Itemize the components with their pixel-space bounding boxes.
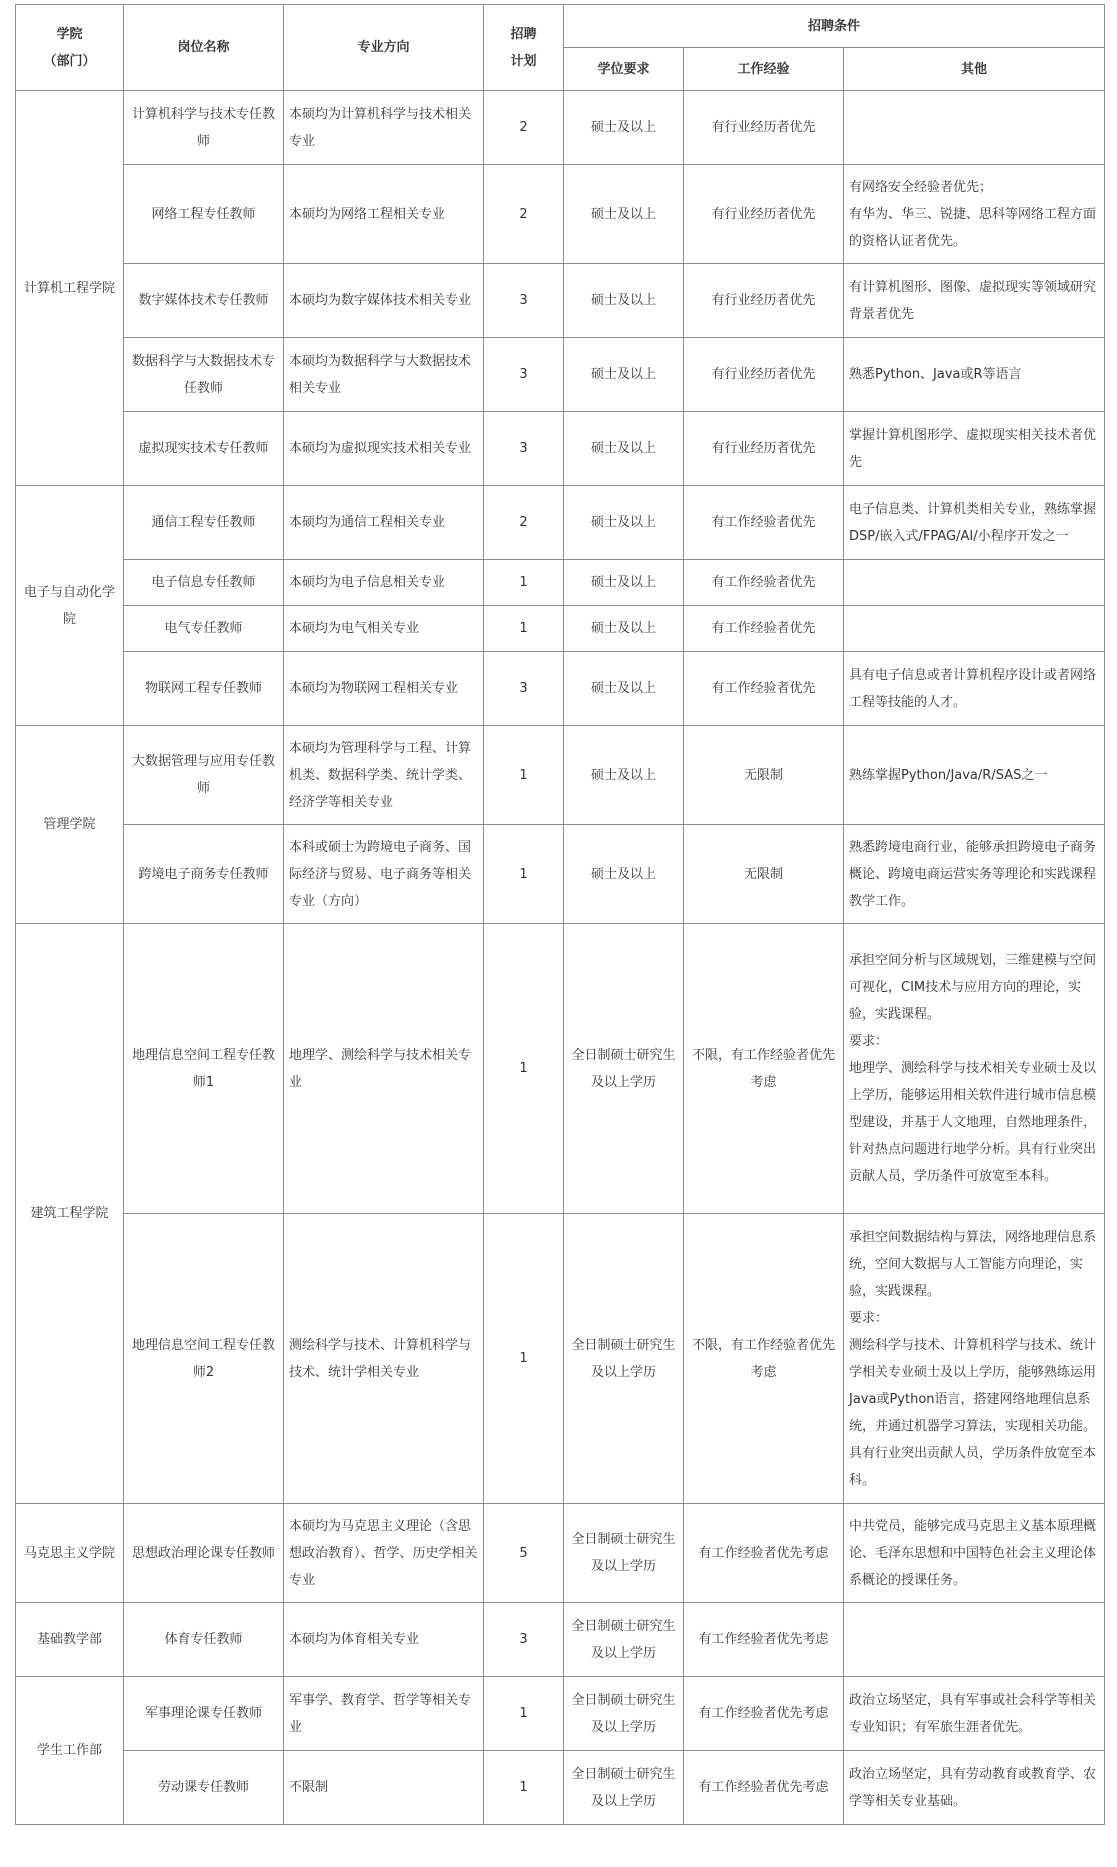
- experience-cell: 有工作经验者优先考虑: [684, 1504, 844, 1603]
- major-cell: 本硕均为数字媒体技术相关专业: [284, 264, 484, 338]
- table-row: [16, 412, 1105, 486]
- table-row: [16, 486, 1105, 560]
- major-cell: 本硕均为体育相关专业: [284, 1603, 484, 1677]
- major-cell: 不限制: [284, 1751, 484, 1825]
- college-cell: 基础教学部: [16, 1603, 124, 1677]
- table-row: [16, 1603, 1105, 1677]
- major-cell: 本硕均为网络工程相关专业: [284, 165, 484, 264]
- college-cell: 建筑工程学院: [16, 924, 124, 1504]
- degree-cell: 硕士及以上: [564, 560, 684, 606]
- recruitment-table-container: [15, 4, 1104, 1825]
- table-row: [16, 825, 1105, 924]
- degree-cell: 全日制硕士研究生及以上学历: [564, 1677, 684, 1751]
- major-cell: 本硕均为电气相关专业: [284, 606, 484, 652]
- position-cell: 数字媒体技术专任教师: [124, 264, 284, 338]
- table-row: [16, 165, 1105, 264]
- other-cell: 熟悉跨境电商行业，能够承担跨境电子商务概论、跨境电商运营实务等理论和实践课程教学工作。: [844, 825, 1105, 924]
- position-cell: 虚拟现实技术专任教师: [124, 412, 284, 486]
- position-cell: 物联网工程专任教师: [124, 652, 284, 726]
- degree-cell: 硕士及以上: [564, 412, 684, 486]
- college-cell: 管理学院: [16, 726, 124, 924]
- other-cell: 政治立场坚定，具有军事或社会科学等相关专业知识；有军旅生涯者优先。: [844, 1677, 1105, 1751]
- position-cell: 网络工程专任教师: [124, 165, 284, 264]
- plan-cell: 1: [484, 1214, 564, 1504]
- major-cell: 本硕均为管理科学与工程、计算机类、数据科学类、统计学类、经济学等相关专业: [284, 726, 484, 825]
- other-cell: [844, 1603, 1105, 1677]
- major-cell: 本硕均为物联网工程相关专业: [284, 652, 484, 726]
- degree-cell: 硕士及以上: [564, 338, 684, 412]
- experience-cell: 无限制: [684, 726, 844, 825]
- other-cell: 承担空间分析与区域规划，三维建模与空间可视化，CIM技术与应用方向的理论，实验，实践课程。 要求： 地理学、测绘科学与技术相关专业硕士及以上学历，能够运用相关软件进行城市信息模型建设，并基于人文地理，自然地理条件，针对热点问题进行地学分析。具有行业突出贡献人员，学历条件可放宽至本科。: [844, 924, 1105, 1214]
- degree-cell: 全日制硕士研究生及以上学历: [564, 924, 684, 1214]
- major-cell: 本科或硕士为跨境电子商务、国际经济与贸易、电子商务等相关专业（方向）: [284, 825, 484, 924]
- other-cell: [844, 606, 1105, 652]
- table-row: [16, 606, 1105, 652]
- position-cell: 跨境电子商务专任教师: [124, 825, 284, 924]
- other-cell: 掌握计算机图形学、虚拟现实相关技术者优先: [844, 412, 1105, 486]
- other-cell: 具有电子信息或者计算机程序设计或者网络工程等技能的人才。: [844, 652, 1105, 726]
- position-cell: 计算机科学与技术专任教师: [124, 91, 284, 165]
- table-row: [16, 264, 1105, 338]
- degree-cell: 硕士及以上: [564, 825, 684, 924]
- table-row: [16, 726, 1105, 825]
- major-cell: 本硕均为电子信息相关专业: [284, 560, 484, 606]
- major-cell: 地理学、测绘科学与技术相关专业: [284, 924, 484, 1214]
- major-cell: 军事学、教育学、哲学等相关专业: [284, 1677, 484, 1751]
- experience-cell: 有行业经历者优先: [684, 412, 844, 486]
- degree-cell: 全日制硕士研究生及以上学历: [564, 1214, 684, 1504]
- plan-cell: 2: [484, 91, 564, 165]
- experience-cell: 有行业经历者优先: [684, 264, 844, 338]
- degree-cell: 硕士及以上: [564, 726, 684, 825]
- header-conditions: 招聘条件: [564, 5, 1105, 48]
- plan-cell: 3: [484, 1603, 564, 1677]
- header-college: 学院 （部门）: [16, 5, 124, 91]
- recruitment-table: [15, 4, 1105, 1825]
- position-cell: 大数据管理与应用专任教师: [124, 726, 284, 825]
- major-cell: 本硕均为计算机科学与技术相关专业: [284, 91, 484, 165]
- table-row: [16, 1677, 1105, 1751]
- table-row: [16, 652, 1105, 726]
- other-cell: 中共党员，能够完成马克思主义基本原理概论、毛泽东思想和中国特色社会主义理论体系概论的授课任务。: [844, 1504, 1105, 1603]
- header-other: 其他: [844, 48, 1105, 91]
- position-cell: 地理信息空间工程专任教师1: [124, 924, 284, 1214]
- experience-cell: 不限，有工作经验者优先考虑: [684, 1214, 844, 1504]
- position-cell: 电气专任教师: [124, 606, 284, 652]
- experience-cell: 有工作经验者优先: [684, 606, 844, 652]
- table-row: [16, 1751, 1105, 1825]
- experience-cell: 有行业经历者优先: [684, 165, 844, 264]
- plan-cell: 3: [484, 264, 564, 338]
- major-cell: 测绘科学与技术、计算机科学与技术、统计学相关专业: [284, 1214, 484, 1504]
- experience-cell: 有工作经验者优先考虑: [684, 1603, 844, 1677]
- experience-cell: 有工作经验者优先考虑: [684, 1677, 844, 1751]
- table-row: [16, 1214, 1105, 1504]
- table-row: [16, 338, 1105, 412]
- position-cell: 体育专任教师: [124, 1603, 284, 1677]
- position-cell: 军事理论课专任教师: [124, 1677, 284, 1751]
- experience-cell: 有工作经验者优先: [684, 560, 844, 606]
- plan-cell: 3: [484, 338, 564, 412]
- plan-cell: 3: [484, 412, 564, 486]
- table-header: [16, 5, 1105, 91]
- header-plan: 招聘 计划: [484, 5, 564, 91]
- position-cell: 劳动课专任教师: [124, 1751, 284, 1825]
- experience-cell: 有行业经历者优先: [684, 338, 844, 412]
- experience-cell: 有行业经历者优先: [684, 91, 844, 165]
- other-cell: 政治立场坚定，具有劳动教育或教育学、农学等相关专业基础。: [844, 1751, 1105, 1825]
- position-cell: 地理信息空间工程专任教师2: [124, 1214, 284, 1504]
- major-cell: 本硕均为马克思主义理论（含思想政治教育）、哲学、历史学相关专业: [284, 1504, 484, 1603]
- plan-cell: 1: [484, 924, 564, 1214]
- college-cell: 学生工作部: [16, 1677, 124, 1825]
- other-cell: [844, 560, 1105, 606]
- major-cell: 本硕均为虚拟现实技术相关专业: [284, 412, 484, 486]
- major-cell: 本硕均为数据科学与大数据技术相关专业: [284, 338, 484, 412]
- other-cell: 熟悉Python、Java或R等语言: [844, 338, 1105, 412]
- plan-cell: 2: [484, 165, 564, 264]
- degree-cell: 全日制硕士研究生及以上学历: [564, 1751, 684, 1825]
- experience-cell: 有工作经验者优先考虑: [684, 1751, 844, 1825]
- experience-cell: 无限制: [684, 825, 844, 924]
- position-cell: 电子信息专任教师: [124, 560, 284, 606]
- header-major: 专业方向: [284, 5, 484, 91]
- position-cell: 思想政治理论课专任教师: [124, 1504, 284, 1603]
- degree-cell: 硕士及以上: [564, 264, 684, 338]
- college-cell: 电子与自动化学院: [16, 486, 124, 726]
- experience-cell: 有工作经验者优先: [684, 652, 844, 726]
- table-row: [16, 91, 1105, 165]
- college-cell: 马克思主义学院: [16, 1504, 124, 1603]
- plan-cell: 1: [484, 825, 564, 924]
- plan-cell: 1: [484, 726, 564, 825]
- header-degree: 学位要求: [564, 48, 684, 91]
- other-cell: 熟练掌握Python/Java/R/SAS之一: [844, 726, 1105, 825]
- other-cell: [844, 91, 1105, 165]
- plan-cell: 5: [484, 1504, 564, 1603]
- plan-cell: 1: [484, 1677, 564, 1751]
- degree-cell: 硕士及以上: [564, 486, 684, 560]
- table-body: [16, 91, 1105, 1825]
- degree-cell: 全日制硕士研究生及以上学历: [564, 1603, 684, 1677]
- table-row: [16, 1504, 1105, 1603]
- other-cell: 有网络安全经验者优先； 有华为、华三、锐捷、思科等网络工程方面的资格认证者优先。: [844, 165, 1105, 264]
- plan-cell: 1: [484, 606, 564, 652]
- table-row: [16, 924, 1105, 1214]
- major-cell: 本硕均为通信工程相关专业: [284, 486, 484, 560]
- plan-cell: 1: [484, 1751, 564, 1825]
- position-cell: 数据科学与大数据技术专任教师: [124, 338, 284, 412]
- degree-cell: 硕士及以上: [564, 606, 684, 652]
- other-cell: 电子信息类、计算机类相关专业，熟练掌握DSP/嵌入式/FPAG/AI/小程序开发之一: [844, 486, 1105, 560]
- plan-cell: 3: [484, 652, 564, 726]
- degree-cell: 全日制硕士研究生及以上学历: [564, 1504, 684, 1603]
- plan-cell: 2: [484, 486, 564, 560]
- degree-cell: 硕士及以上: [564, 165, 684, 264]
- experience-cell: 有工作经验者优先: [684, 486, 844, 560]
- header-position: 岗位名称: [124, 5, 284, 91]
- position-cell: 通信工程专任教师: [124, 486, 284, 560]
- degree-cell: 硕士及以上: [564, 652, 684, 726]
- other-cell: 有计算机图形、图像、虚拟现实等领域研究背景者优先: [844, 264, 1105, 338]
- degree-cell: 硕士及以上: [564, 91, 684, 165]
- table-row: [16, 560, 1105, 606]
- other-cell: 承担空间数据结构与算法，网络地理信息系统，空间大数据与人工智能方向理论，实验，实践课程。 要求： 测绘科学与技术、计算机科学与技术、统计学相关专业硕士及以上学历，能够熟练运用Java或Python语言，搭建网络地理信息系统，并通过机器学习算法，实现相关功能。具有行业突出贡献人员，学历条件放宽至本科。: [844, 1214, 1105, 1504]
- experience-cell: 不限，有工作经验者优先考虑: [684, 924, 844, 1214]
- plan-cell: 1: [484, 560, 564, 606]
- header-experience: 工作经验: [684, 48, 844, 91]
- college-cell: 计算机工程学院: [16, 91, 124, 486]
